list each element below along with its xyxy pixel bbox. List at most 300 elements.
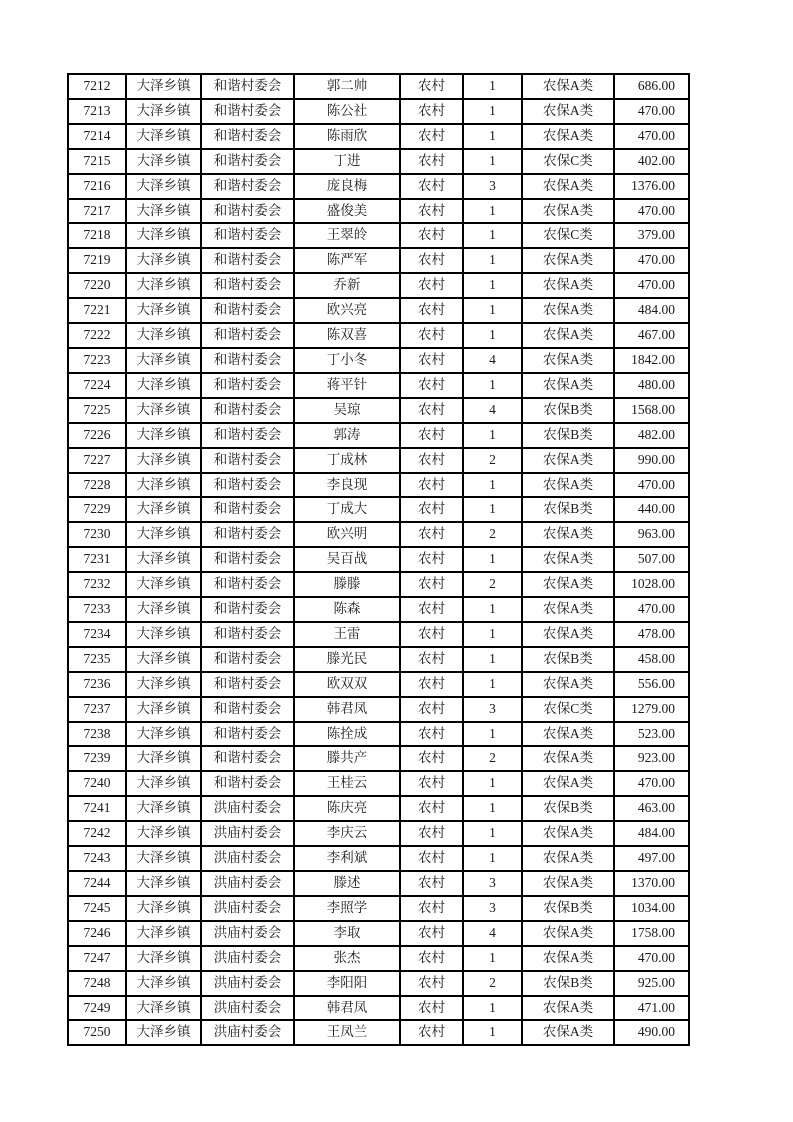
cell-insurance-category: 农保A类 [522, 996, 614, 1021]
table-row [68, 522, 689, 547]
cell-insurance-category: 农保B类 [522, 971, 614, 996]
cell-person-count: 1 [463, 996, 522, 1021]
cell-insurance-category: 农保B类 [522, 423, 614, 448]
table-row [68, 746, 689, 771]
cell-person-name: 郭二帅 [294, 74, 400, 99]
cell-residence-type: 农村 [400, 273, 463, 298]
cell-residence-type: 农村 [400, 697, 463, 722]
cell-township: 大泽乡镇 [126, 423, 201, 448]
cell-person-name: 李阳阳 [294, 971, 400, 996]
cell-village-committee: 和谐村委会 [201, 323, 294, 348]
table-row [68, 697, 689, 722]
cell-row-id: 7218 [68, 223, 126, 248]
cell-village-committee: 和谐村委会 [201, 248, 294, 273]
table-row [68, 796, 689, 821]
cell-insurance-category: 农保A类 [522, 448, 614, 473]
cell-person-count: 1 [463, 672, 522, 697]
cell-amount: 463.00 [614, 796, 689, 821]
cell-residence-type: 农村 [400, 821, 463, 846]
cell-township: 大泽乡镇 [126, 946, 201, 971]
cell-row-id: 7235 [68, 647, 126, 672]
cell-residence-type: 农村 [400, 921, 463, 946]
cell-residence-type: 农村 [400, 746, 463, 771]
cell-person-count: 1 [463, 373, 522, 398]
cell-person-count: 1 [463, 74, 522, 99]
cell-township: 大泽乡镇 [126, 522, 201, 547]
cell-residence-type: 农村 [400, 971, 463, 996]
table-row [68, 771, 689, 796]
cell-amount: 556.00 [614, 672, 689, 697]
cell-row-id: 7231 [68, 547, 126, 572]
cell-row-id: 7221 [68, 298, 126, 323]
cell-village-committee: 和谐村委会 [201, 223, 294, 248]
cell-township: 大泽乡镇 [126, 746, 201, 771]
cell-person-count: 1 [463, 846, 522, 871]
cell-amount: 484.00 [614, 298, 689, 323]
cell-township: 大泽乡镇 [126, 1020, 201, 1045]
cell-township: 大泽乡镇 [126, 697, 201, 722]
cell-village-committee: 和谐村委会 [201, 448, 294, 473]
cell-person-count: 1 [463, 771, 522, 796]
cell-person-count: 1 [463, 124, 522, 149]
cell-person-name: 陈拴成 [294, 722, 400, 747]
cell-person-name: 庞良梅 [294, 174, 400, 199]
cell-person-name: 李良现 [294, 473, 400, 498]
cell-amount: 990.00 [614, 448, 689, 473]
cell-amount: 470.00 [614, 946, 689, 971]
cell-village-committee: 和谐村委会 [201, 149, 294, 174]
cell-person-count: 1 [463, 597, 522, 622]
cell-person-name: 乔新 [294, 273, 400, 298]
cell-row-id: 7227 [68, 448, 126, 473]
cell-insurance-category: 农保B类 [522, 896, 614, 921]
cell-row-id: 7212 [68, 74, 126, 99]
cell-village-committee: 和谐村委会 [201, 572, 294, 597]
cell-insurance-category: 农保A类 [522, 522, 614, 547]
cell-village-committee: 和谐村委会 [201, 423, 294, 448]
cell-amount: 480.00 [614, 373, 689, 398]
cell-residence-type: 农村 [400, 522, 463, 547]
cell-insurance-category: 农保A类 [522, 1020, 614, 1045]
cell-row-id: 7219 [68, 248, 126, 273]
cell-residence-type: 农村 [400, 622, 463, 647]
cell-person-name: 丁成大 [294, 497, 400, 522]
cell-person-name: 滕共产 [294, 746, 400, 771]
cell-row-id: 7213 [68, 99, 126, 124]
cell-insurance-category: 农保A类 [522, 921, 614, 946]
cell-village-committee: 和谐村委会 [201, 298, 294, 323]
cell-person-name: 欧兴明 [294, 522, 400, 547]
cell-insurance-category: 农保A类 [522, 547, 614, 572]
cell-row-id: 7240 [68, 771, 126, 796]
cell-residence-type: 农村 [400, 871, 463, 896]
cell-row-id: 7232 [68, 572, 126, 597]
cell-person-count: 2 [463, 971, 522, 996]
cell-amount: 470.00 [614, 248, 689, 273]
cell-amount: 484.00 [614, 821, 689, 846]
cell-person-count: 1 [463, 821, 522, 846]
cell-row-id: 7229 [68, 497, 126, 522]
table-row [68, 871, 689, 896]
cell-person-count: 4 [463, 398, 522, 423]
cell-amount: 497.00 [614, 846, 689, 871]
table-row [68, 622, 689, 647]
cell-insurance-category: 农保A类 [522, 248, 614, 273]
cell-residence-type: 农村 [400, 996, 463, 1021]
table-row [68, 199, 689, 224]
cell-insurance-category: 农保A类 [522, 323, 614, 348]
cell-township: 大泽乡镇 [126, 398, 201, 423]
cell-amount: 470.00 [614, 199, 689, 224]
cell-amount: 478.00 [614, 622, 689, 647]
cell-row-id: 7238 [68, 722, 126, 747]
cell-amount: 471.00 [614, 996, 689, 1021]
cell-amount: 402.00 [614, 149, 689, 174]
cell-village-committee: 和谐村委会 [201, 174, 294, 199]
cell-residence-type: 农村 [400, 647, 463, 672]
cell-person-count: 1 [463, 946, 522, 971]
cell-row-id: 7226 [68, 423, 126, 448]
cell-village-committee: 和谐村委会 [201, 746, 294, 771]
cell-person-name: 陈雨欣 [294, 124, 400, 149]
table-row [68, 99, 689, 124]
cell-township: 大泽乡镇 [126, 971, 201, 996]
cell-row-id: 7215 [68, 149, 126, 174]
table-row [68, 223, 689, 248]
table-row [68, 1020, 689, 1045]
table-row [68, 323, 689, 348]
table-row [68, 473, 689, 498]
table-row [68, 74, 689, 99]
cell-amount: 470.00 [614, 99, 689, 124]
cell-township: 大泽乡镇 [126, 149, 201, 174]
cell-person-name: 李取 [294, 921, 400, 946]
cell-insurance-category: 农保A类 [522, 597, 614, 622]
cell-amount: 467.00 [614, 323, 689, 348]
cell-village-committee: 洪庙村委会 [201, 921, 294, 946]
cell-person-count: 1 [463, 423, 522, 448]
table-row [68, 398, 689, 423]
cell-person-name: 滕滕 [294, 572, 400, 597]
cell-person-count: 2 [463, 572, 522, 597]
cell-row-id: 7241 [68, 796, 126, 821]
table-row [68, 946, 689, 971]
cell-person-name: 陈双喜 [294, 323, 400, 348]
cell-township: 大泽乡镇 [126, 74, 201, 99]
cell-insurance-category: 农保B类 [522, 796, 614, 821]
cell-person-name: 滕光民 [294, 647, 400, 672]
cell-village-committee: 和谐村委会 [201, 672, 294, 697]
cell-amount: 923.00 [614, 746, 689, 771]
cell-person-count: 1 [463, 273, 522, 298]
cell-residence-type: 农村 [400, 896, 463, 921]
cell-person-count: 2 [463, 746, 522, 771]
cell-row-id: 7224 [68, 373, 126, 398]
cell-residence-type: 农村 [400, 323, 463, 348]
table-row [68, 846, 689, 871]
cell-amount: 1842.00 [614, 348, 689, 373]
table-row [68, 672, 689, 697]
cell-township: 大泽乡镇 [126, 199, 201, 224]
cell-person-count: 4 [463, 921, 522, 946]
table-row [68, 971, 689, 996]
cell-row-id: 7223 [68, 348, 126, 373]
cell-residence-type: 农村 [400, 473, 463, 498]
cell-village-committee: 和谐村委会 [201, 398, 294, 423]
cell-residence-type: 农村 [400, 373, 463, 398]
cell-insurance-category: 农保A类 [522, 771, 614, 796]
cell-insurance-category: 农保A类 [522, 746, 614, 771]
cell-person-count: 1 [463, 248, 522, 273]
cell-residence-type: 农村 [400, 99, 463, 124]
table-row [68, 921, 689, 946]
cell-person-count: 1 [463, 622, 522, 647]
cell-residence-type: 农村 [400, 448, 463, 473]
cell-village-committee: 和谐村委会 [201, 124, 294, 149]
cell-village-committee: 和谐村委会 [201, 597, 294, 622]
cell-row-id: 7247 [68, 946, 126, 971]
cell-person-name: 吴琼 [294, 398, 400, 423]
cell-row-id: 7243 [68, 846, 126, 871]
cell-amount: 1758.00 [614, 921, 689, 946]
cell-residence-type: 农村 [400, 771, 463, 796]
cell-person-name: 陈公社 [294, 99, 400, 124]
cell-village-committee: 和谐村委会 [201, 697, 294, 722]
cell-insurance-category: 农保A类 [522, 174, 614, 199]
table-row [68, 273, 689, 298]
table-row [68, 572, 689, 597]
cell-insurance-category: 农保C类 [522, 223, 614, 248]
cell-row-id: 7245 [68, 896, 126, 921]
cell-township: 大泽乡镇 [126, 473, 201, 498]
cell-insurance-category: 农保A类 [522, 199, 614, 224]
cell-insurance-category: 农保A类 [522, 298, 614, 323]
table-body [68, 74, 689, 1045]
cell-village-committee: 洪庙村委会 [201, 996, 294, 1021]
cell-insurance-category: 农保A类 [522, 124, 614, 149]
insurance-payment-table [67, 73, 690, 1046]
table-row [68, 996, 689, 1021]
table-row [68, 124, 689, 149]
cell-residence-type: 农村 [400, 74, 463, 99]
cell-village-committee: 洪庙村委会 [201, 846, 294, 871]
cell-village-committee: 洪庙村委会 [201, 896, 294, 921]
table-row [68, 896, 689, 921]
cell-village-committee: 和谐村委会 [201, 348, 294, 373]
cell-residence-type: 农村 [400, 497, 463, 522]
cell-row-id: 7239 [68, 746, 126, 771]
cell-amount: 1376.00 [614, 174, 689, 199]
cell-township: 大泽乡镇 [126, 174, 201, 199]
cell-amount: 470.00 [614, 273, 689, 298]
cell-row-id: 7216 [68, 174, 126, 199]
cell-village-committee: 和谐村委会 [201, 199, 294, 224]
cell-person-count: 1 [463, 199, 522, 224]
cell-person-count: 4 [463, 348, 522, 373]
cell-person-count: 1 [463, 547, 522, 572]
cell-village-committee: 和谐村委会 [201, 547, 294, 572]
cell-amount: 470.00 [614, 124, 689, 149]
cell-amount: 963.00 [614, 522, 689, 547]
cell-township: 大泽乡镇 [126, 647, 201, 672]
cell-person-count: 1 [463, 149, 522, 174]
cell-village-committee: 和谐村委会 [201, 373, 294, 398]
cell-row-id: 7214 [68, 124, 126, 149]
cell-insurance-category: 农保B类 [522, 398, 614, 423]
cell-insurance-category: 农保A类 [522, 473, 614, 498]
cell-residence-type: 农村 [400, 149, 463, 174]
cell-village-committee: 和谐村委会 [201, 74, 294, 99]
cell-residence-type: 农村 [400, 946, 463, 971]
cell-row-id: 7249 [68, 996, 126, 1021]
cell-insurance-category: 农保A类 [522, 846, 614, 871]
cell-village-committee: 和谐村委会 [201, 622, 294, 647]
cell-township: 大泽乡镇 [126, 996, 201, 1021]
cell-residence-type: 农村 [400, 796, 463, 821]
cell-person-count: 1 [463, 722, 522, 747]
cell-insurance-category: 农保A类 [522, 99, 614, 124]
cell-residence-type: 农村 [400, 722, 463, 747]
cell-amount: 1028.00 [614, 572, 689, 597]
cell-person-name: 陈庆亮 [294, 796, 400, 821]
cell-person-name: 丁小冬 [294, 348, 400, 373]
cell-township: 大泽乡镇 [126, 223, 201, 248]
cell-person-count: 1 [463, 796, 522, 821]
cell-amount: 925.00 [614, 971, 689, 996]
cell-insurance-category: 农保A类 [522, 348, 614, 373]
cell-residence-type: 农村 [400, 348, 463, 373]
cell-township: 大泽乡镇 [126, 99, 201, 124]
cell-insurance-category: 农保A类 [522, 946, 614, 971]
cell-amount: 470.00 [614, 473, 689, 498]
table-row [68, 373, 689, 398]
cell-township: 大泽乡镇 [126, 124, 201, 149]
cell-insurance-category: 农保A类 [522, 273, 614, 298]
cell-township: 大泽乡镇 [126, 273, 201, 298]
cell-person-count: 3 [463, 871, 522, 896]
cell-person-count: 1 [463, 1020, 522, 1045]
cell-residence-type: 农村 [400, 1020, 463, 1045]
table-row [68, 423, 689, 448]
cell-person-count: 1 [463, 223, 522, 248]
cell-person-name: 李照学 [294, 896, 400, 921]
cell-township: 大泽乡镇 [126, 622, 201, 647]
cell-township: 大泽乡镇 [126, 921, 201, 946]
cell-row-id: 7217 [68, 199, 126, 224]
cell-township: 大泽乡镇 [126, 722, 201, 747]
cell-row-id: 7237 [68, 697, 126, 722]
cell-person-name: 张杰 [294, 946, 400, 971]
cell-person-name: 蒋平针 [294, 373, 400, 398]
cell-person-count: 3 [463, 697, 522, 722]
cell-person-name: 李庆云 [294, 821, 400, 846]
table-row [68, 547, 689, 572]
cell-village-committee: 洪庙村委会 [201, 821, 294, 846]
cell-village-committee: 和谐村委会 [201, 771, 294, 796]
cell-amount: 490.00 [614, 1020, 689, 1045]
cell-residence-type: 农村 [400, 248, 463, 273]
cell-person-name: 李利斌 [294, 846, 400, 871]
cell-person-name: 陈森 [294, 597, 400, 622]
cell-village-committee: 和谐村委会 [201, 99, 294, 124]
cell-person-count: 2 [463, 522, 522, 547]
table-row [68, 497, 689, 522]
cell-amount: 507.00 [614, 547, 689, 572]
table-row [68, 348, 689, 373]
cell-township: 大泽乡镇 [126, 323, 201, 348]
cell-person-name: 韩君凤 [294, 697, 400, 722]
cell-village-committee: 洪庙村委会 [201, 946, 294, 971]
cell-township: 大泽乡镇 [126, 448, 201, 473]
cell-person-name: 郭涛 [294, 423, 400, 448]
cell-insurance-category: 农保C类 [522, 697, 614, 722]
cell-person-name: 盛俊美 [294, 199, 400, 224]
cell-amount: 1370.00 [614, 871, 689, 896]
table-row [68, 722, 689, 747]
table-row [68, 149, 689, 174]
cell-amount: 440.00 [614, 497, 689, 522]
cell-village-committee: 洪庙村委会 [201, 1020, 294, 1045]
cell-amount: 470.00 [614, 597, 689, 622]
cell-village-committee: 和谐村委会 [201, 473, 294, 498]
cell-row-id: 7230 [68, 522, 126, 547]
cell-person-name: 王翠皊 [294, 223, 400, 248]
cell-village-committee: 和谐村委会 [201, 273, 294, 298]
cell-insurance-category: 农保B类 [522, 647, 614, 672]
cell-residence-type: 农村 [400, 199, 463, 224]
cell-person-count: 3 [463, 896, 522, 921]
cell-township: 大泽乡镇 [126, 846, 201, 871]
cell-village-committee: 和谐村委会 [201, 497, 294, 522]
cell-insurance-category: 农保A类 [522, 373, 614, 398]
cell-amount: 686.00 [614, 74, 689, 99]
cell-residence-type: 农村 [400, 672, 463, 697]
cell-row-id: 7234 [68, 622, 126, 647]
cell-village-committee: 和谐村委会 [201, 722, 294, 747]
table-row [68, 448, 689, 473]
cell-person-name: 丁进 [294, 149, 400, 174]
cell-residence-type: 农村 [400, 398, 463, 423]
cell-person-name: 王凤兰 [294, 1020, 400, 1045]
cell-person-name: 陈严军 [294, 248, 400, 273]
cell-person-name: 滕述 [294, 871, 400, 896]
table-row [68, 174, 689, 199]
cell-person-count: 1 [463, 647, 522, 672]
cell-person-count: 2 [463, 448, 522, 473]
cell-township: 大泽乡镇 [126, 597, 201, 622]
cell-person-count: 1 [463, 99, 522, 124]
cell-township: 大泽乡镇 [126, 771, 201, 796]
cell-amount: 1568.00 [614, 398, 689, 423]
cell-person-count: 1 [463, 473, 522, 498]
cell-row-id: 7228 [68, 473, 126, 498]
cell-township: 大泽乡镇 [126, 298, 201, 323]
table-row [68, 647, 689, 672]
cell-township: 大泽乡镇 [126, 497, 201, 522]
cell-row-id: 7242 [68, 821, 126, 846]
cell-insurance-category: 农保C类 [522, 149, 614, 174]
cell-amount: 458.00 [614, 647, 689, 672]
cell-amount: 470.00 [614, 771, 689, 796]
cell-insurance-category: 农保A类 [522, 572, 614, 597]
cell-person-name: 欧兴亮 [294, 298, 400, 323]
cell-person-name: 王桂云 [294, 771, 400, 796]
cell-row-id: 7222 [68, 323, 126, 348]
cell-row-id: 7246 [68, 921, 126, 946]
cell-amount: 482.00 [614, 423, 689, 448]
cell-township: 大泽乡镇 [126, 373, 201, 398]
cell-residence-type: 农村 [400, 547, 463, 572]
